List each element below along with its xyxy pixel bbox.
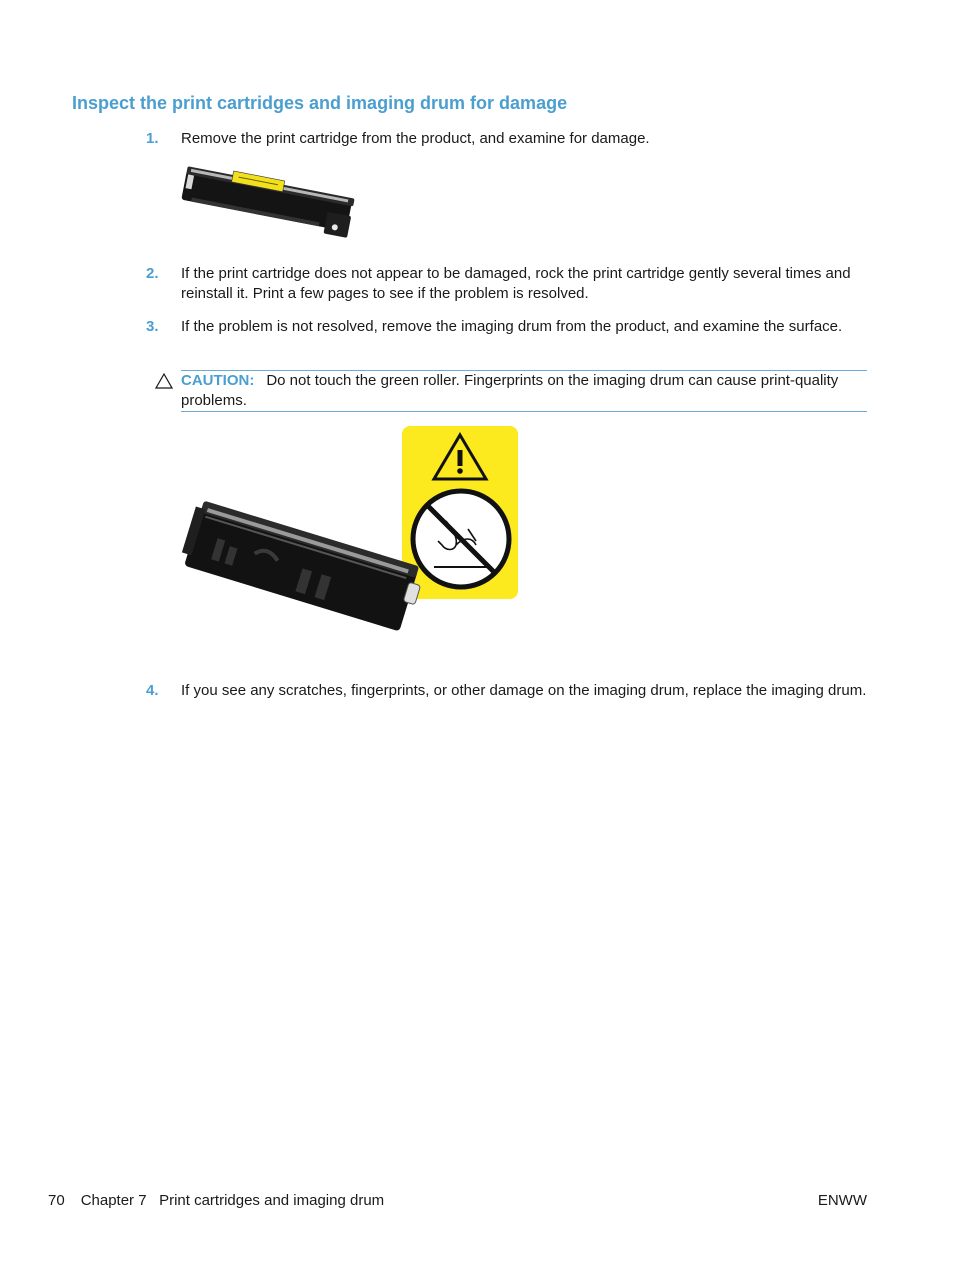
caution-text: Do not touch the green roller. Fingerprints on the imaging drum can cause print-quality problems. xyxy=(181,372,839,409)
footer-right: ENWW xyxy=(817,1192,867,1209)
step-text: If the problem is not resolved, remove the imaging drum from the product, and examine the surface. xyxy=(181,318,843,335)
caution-label: CAUTION: xyxy=(181,372,255,389)
step-text: If the print cartridge does not appear to be damaged, rock the print cartridge gently several times and reinstall it. Print a few pages to see if the problem is resolved. xyxy=(181,265,851,302)
step-number: 4. xyxy=(146,682,159,699)
footer-left xyxy=(48,1192,384,1209)
print-cartridge-illustration xyxy=(178,160,356,248)
step-number: 1. xyxy=(146,130,159,147)
do-not-touch-icon xyxy=(413,491,509,587)
step-number: 3. xyxy=(146,318,159,335)
chapter-title: Chapter 7 Print cartridges and imaging drum xyxy=(80,1192,385,1209)
imaging-drum-illustration xyxy=(180,425,520,665)
step-text: If you see any scratches, fingerprints, or other damage on the imaging drum, replace the imaging drum. xyxy=(181,682,867,699)
caution-body xyxy=(181,371,867,411)
step-number: 2. xyxy=(146,265,159,282)
page-number: 70 xyxy=(48,1192,65,1209)
step-text: Remove the print cartridge from the product, and examine for damage. xyxy=(181,130,650,147)
section-heading: Inspect the print cartridges and imaging drum for damage xyxy=(72,93,568,113)
caution-triangle-icon xyxy=(155,373,173,389)
caution-note xyxy=(181,370,867,412)
